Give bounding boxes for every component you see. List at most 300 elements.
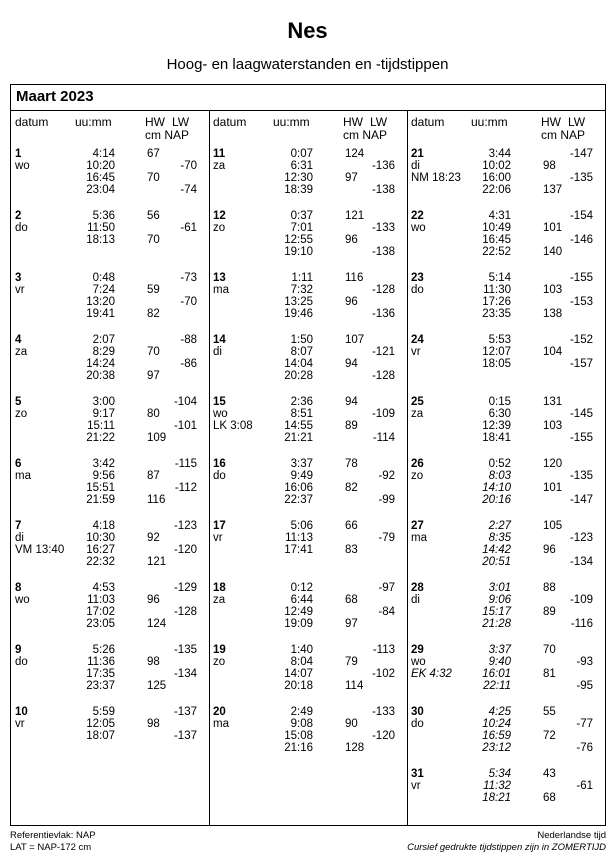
high-water-level: 107 [345,334,365,346]
footer-timezone: Nederlandse tijd [537,830,606,841]
high-water-level: 92 [147,532,160,544]
tide-event [209,370,407,382]
tide-time: 18:39 [284,184,313,196]
tide-time: 4:18 [92,520,115,532]
tide-event [209,346,407,358]
footer-left [10,830,96,854]
tide-time: 8:35 [488,532,511,544]
tide-event [11,284,209,296]
low-water-level: -147 [569,494,593,506]
high-water-level: 82 [147,308,160,320]
weekday-name: ma [213,718,229,730]
low-water-level: -135 [173,644,197,656]
tide-event [407,296,605,308]
high-water-level: 88 [543,582,556,594]
tide-time: 18:05 [482,358,511,370]
weekday-name: do [15,222,28,234]
day-number: 8 [15,582,22,594]
high-water-level: 68 [345,594,358,606]
high-water-level: 87 [147,470,160,482]
column-2 [209,111,408,825]
weekday-name: di [15,532,24,544]
low-water-level: -88 [180,334,197,346]
tide-time: 8:04 [290,656,313,668]
tide-event [209,730,407,742]
tide-event [11,482,209,494]
day-entry [209,582,407,642]
weekday-name: ma [15,470,31,482]
weekday-name: zo [15,408,28,420]
high-water-level: 82 [345,482,358,494]
weekday-name: di [411,594,420,606]
header-uumm: uu:mm [75,115,112,129]
tide-event [209,184,407,196]
low-water-level: -136 [371,308,395,320]
tide-time: 15:11 [87,420,115,432]
high-water-level: 97 [345,618,358,630]
tide-time: 16:45 [86,172,115,184]
day-entry [209,148,407,208]
tide-time: 20:16 [482,494,511,506]
tide-time: 21:21 [284,432,313,444]
high-water-level: 124 [147,618,167,630]
tide-time: 17:41 [284,544,313,556]
day-entry [11,706,209,766]
tide-time: 10:24 [482,718,511,730]
weekday-name: vr [15,284,25,296]
tide-event [11,346,209,358]
tide-time: 4:14 [92,148,115,160]
tide-time: 0:52 [488,458,511,470]
weekday-name: zo [411,470,424,482]
page-subtitle: Hoog- en laagwaterstanden en -tijdstippen [166,56,449,73]
low-water-level: -137 [173,706,197,718]
header-cmnap: cm NAP [541,128,586,142]
tide-time: 14:04 [284,358,313,370]
tide-time: 5:53 [488,334,511,346]
weekday-name: vr [15,718,25,730]
tide-event [407,680,605,692]
low-water-level: -120 [371,730,395,742]
high-water-level: 96 [345,296,358,308]
low-water-level: -115 [174,458,197,470]
tide-event [407,520,605,532]
low-water-level: -133 [371,222,395,234]
low-water-level: -114 [372,432,395,444]
day-entry [209,644,407,704]
low-water-level: -155 [569,272,593,284]
tide-time: 2:07 [92,334,115,346]
tide-time: 4:31 [488,210,511,222]
tide-time: 12:55 [284,234,313,246]
low-water-level: -128 [371,284,395,296]
low-water-level: -92 [378,470,395,482]
tide-event [407,172,605,184]
tide-event [11,296,209,308]
low-water-level: -153 [569,296,593,308]
tide-time: 14:24 [86,358,115,370]
day-entry [11,520,209,580]
day-entry [407,520,605,580]
tide-event [11,706,209,718]
tide-event [407,396,605,408]
high-water-level: 89 [345,420,358,432]
high-water-level: 83 [345,544,358,556]
tide-event [209,160,407,172]
footer-reference: Referentievlak: NAP [10,830,96,841]
tide-time: 5:59 [92,706,115,718]
tide-event [11,544,209,556]
tide-event [407,408,605,420]
tide-time: 0:07 [290,148,313,160]
tide-time: 5:34 [488,768,511,780]
tide-time: 10:49 [482,222,511,234]
low-water-level: -128 [173,606,197,618]
day-entry [11,148,209,208]
moon-phase: VM 13:40 [15,544,65,556]
tide-event [209,432,407,444]
day-number: 31 [411,768,424,780]
low-water-level: -77 [576,718,593,730]
high-water-level: 70 [147,346,160,358]
header-lw: LW [568,115,586,129]
tide-time: 21:16 [284,742,313,754]
tide-event [11,370,209,382]
high-water-level: 89 [543,606,556,618]
high-water-level: 140 [543,246,563,258]
tide-event [407,334,605,346]
high-water-level: 56 [147,210,160,222]
tide-time: 13:25 [284,296,313,308]
low-water-level: -101 [173,420,197,432]
day-entry [209,396,407,456]
low-water-level: -147 [569,148,593,160]
day-number: 24 [411,334,424,346]
tide-time: 9:49 [290,470,313,482]
tide-time: 14:55 [284,420,313,432]
weekday-name: wo [15,594,30,606]
tide-event [11,160,209,172]
tide-event [209,458,407,470]
tide-event [407,308,605,320]
header-uumm: uu:mm [273,115,310,129]
header-hw: HW [343,115,363,129]
day-number: 29 [411,644,424,656]
tide-event [11,556,209,568]
tide-event [209,680,407,692]
tide-time: 23:05 [86,618,115,630]
low-water-level: -133 [371,706,395,718]
tide-event [407,432,605,444]
tide-event [407,780,605,792]
low-water-level: -70 [180,296,197,308]
high-water-level: 55 [543,706,556,718]
high-water-level: 96 [543,544,556,556]
weekday-name: ma [411,532,427,544]
tide-time: 5:14 [488,272,511,284]
day-number: 30 [411,706,424,718]
high-water-level: 70 [147,234,160,246]
high-water-level: 72 [543,730,556,742]
high-water-level: 98 [147,718,160,730]
tide-event [11,396,209,408]
tide-time: 19:46 [284,308,313,320]
tide-time: 3:37 [488,644,511,656]
high-water-level: 68 [543,792,556,804]
low-water-level: -61 [180,222,197,234]
low-water-level: -136 [371,160,395,172]
high-water-level: 120 [543,458,563,470]
tide-event [407,234,605,246]
low-water-level: -129 [173,582,197,594]
tide-event [407,222,605,234]
low-water-level: -112 [174,482,197,494]
tide-event [11,358,209,370]
tide-time: 17:02 [86,606,115,618]
day-entry [11,458,209,518]
low-water-level: -137 [173,730,197,742]
low-water-level: -95 [576,680,593,692]
low-water-level: -157 [569,358,593,370]
low-water-level: -152 [569,334,593,346]
weekday-name: wo [15,160,30,172]
tide-event [407,284,605,296]
tide-event [11,668,209,680]
header-hw: HW [145,115,165,129]
low-water-level: -73 [180,272,197,284]
day-entry [209,520,407,580]
tide-time: 3:44 [488,148,511,160]
low-water-level: -84 [378,606,395,618]
tide-time: 1:50 [290,334,313,346]
tide-event [407,618,605,630]
tide-time: 19:09 [284,618,313,630]
day-entry [407,582,605,642]
tide-event [209,668,407,680]
tide-event [209,544,407,556]
tide-event [407,458,605,470]
day-number: 12 [213,210,226,222]
tide-time: 4:53 [92,582,115,594]
low-water-level: -93 [576,656,593,668]
tide-time: 8:03 [488,470,511,482]
low-water-level: -102 [371,668,395,680]
day-number: 9 [15,644,22,656]
tide-event [209,308,407,320]
tide-time: 23:04 [86,184,115,196]
day-number: 27 [411,520,424,532]
tide-time: 5:26 [92,644,115,656]
weekday-name: do [213,470,226,482]
tide-event [209,284,407,296]
moon-phase: NM 18:23 [411,172,461,184]
tide-event [209,234,407,246]
high-water-level: 96 [147,594,160,606]
tide-time: 0:37 [290,210,313,222]
tide-event [407,606,605,618]
tide-event [407,532,605,544]
tide-event [209,594,407,606]
high-water-level: 131 [543,396,563,408]
tide-time: 5:36 [92,210,115,222]
tide-time: 16:27 [86,544,115,556]
tide-event [407,718,605,730]
tide-time: 2:36 [290,396,313,408]
tide-event [209,334,407,346]
day-entry [11,334,209,394]
high-water-level: 128 [345,742,365,754]
tide-event [11,222,209,234]
tide-event [407,556,605,568]
tide-time: 9:06 [488,594,511,606]
tide-event [407,730,605,742]
tide-time: 21:59 [86,494,115,506]
tide-time: 23:35 [482,308,511,320]
footer-dst-note: Cursief gedrukte tijdstippen zijn in ZOMERTIJD [407,842,606,853]
tide-time: 3:00 [92,396,115,408]
high-water-level: 121 [147,556,167,568]
tide-time: 11:36 [87,656,115,668]
tide-time: 12:39 [482,420,511,432]
day-entry [11,272,209,332]
high-water-level: 70 [543,644,556,656]
moon-phase: EK 4:32 [411,668,452,680]
tide-event [407,644,605,656]
day-number: 11 [213,148,226,160]
tide-event [407,668,605,680]
tide-time: 22:52 [482,246,511,258]
tide-time: 6:31 [290,160,313,172]
weekday-name: wo [213,408,228,420]
tide-event [209,718,407,730]
tide-event [209,408,407,420]
weekday-name: za [213,160,226,172]
high-water-level: 121 [345,210,365,222]
tide-event [11,606,209,618]
low-water-level: -134 [173,668,197,680]
tide-time: 15:51 [86,482,115,494]
tide-time: 7:32 [290,284,313,296]
low-water-level: -155 [569,432,593,444]
tide-event [407,594,605,606]
weekday-name: za [15,346,28,358]
header-hw: HW [541,115,561,129]
low-water-level: -138 [371,184,395,196]
day-entry [407,396,605,456]
high-water-level: 79 [345,656,358,668]
tide-time: 20:38 [86,370,115,382]
tide-event [11,718,209,730]
weekday-name: vr [411,346,421,358]
tide-event [407,544,605,556]
tide-event [209,222,407,234]
tide-event [11,644,209,656]
low-water-level: -61 [576,780,593,792]
column-header [11,114,209,144]
high-water-level: 59 [147,284,160,296]
tide-event [11,656,209,668]
day-number: 17 [213,520,226,532]
day-entry [209,458,407,518]
high-water-level: 137 [543,184,563,196]
tide-event [209,742,407,754]
tide-time: 13:20 [86,296,115,308]
tide-event [407,742,605,754]
low-water-level: -154 [569,210,593,222]
low-water-level: -97 [378,582,395,594]
high-water-level: 70 [147,172,160,184]
high-water-level: 90 [345,718,358,730]
tide-time: 8:51 [290,408,313,420]
tide-time: 1:40 [290,644,313,656]
weekday-name: do [411,284,424,296]
tide-time: 0:48 [92,272,115,284]
day-number: 15 [213,396,226,408]
weekday-name: vr [213,532,223,544]
tide-event [11,532,209,544]
tide-event [209,532,407,544]
tide-event [407,346,605,358]
tide-time: 7:24 [92,284,115,296]
day-entry [11,582,209,642]
high-water-level: 66 [345,520,358,532]
tide-event [209,246,407,258]
column-header [407,114,605,144]
tide-event [407,160,605,172]
high-water-level: 80 [147,408,160,420]
tide-time: 22:06 [482,184,511,196]
high-water-level: 138 [543,308,563,320]
tide-event [11,210,209,222]
weekday-name: wo [411,222,426,234]
tide-event [209,358,407,370]
high-water-level: 101 [543,222,563,234]
tide-time: 2:49 [290,706,313,718]
tide-time: 23:37 [86,680,115,692]
header-uumm: uu:mm [471,115,508,129]
day-entry [209,334,407,394]
high-water-level: 81 [543,668,556,680]
weekday-name: do [411,718,424,730]
tide-time: 3:37 [290,458,313,470]
day-number: 10 [15,706,28,718]
tide-time: 10:20 [86,160,115,172]
weekday-name: za [411,408,424,420]
tide-event [407,184,605,196]
tide-event [11,184,209,196]
tide-time: 0:12 [290,582,313,594]
footer-right [407,830,606,854]
day-entry [407,706,605,766]
tide-time: 3:42 [92,458,115,470]
high-water-level: 103 [543,284,563,296]
weekday-name: do [15,656,28,668]
low-water-level: -113 [372,644,395,656]
high-water-level: 97 [345,172,358,184]
day-entry [407,768,605,828]
low-water-level: -116 [570,618,593,630]
day-number: 3 [15,272,22,284]
tide-event [209,606,407,618]
tide-time: 21:28 [482,618,511,630]
tide-event [407,210,605,222]
day-number: 1 [15,148,22,160]
tide-time: 9:40 [488,656,511,668]
tide-time: 5:06 [290,520,313,532]
day-entry [209,210,407,270]
tide-event [407,482,605,494]
low-water-level: -99 [378,494,395,506]
